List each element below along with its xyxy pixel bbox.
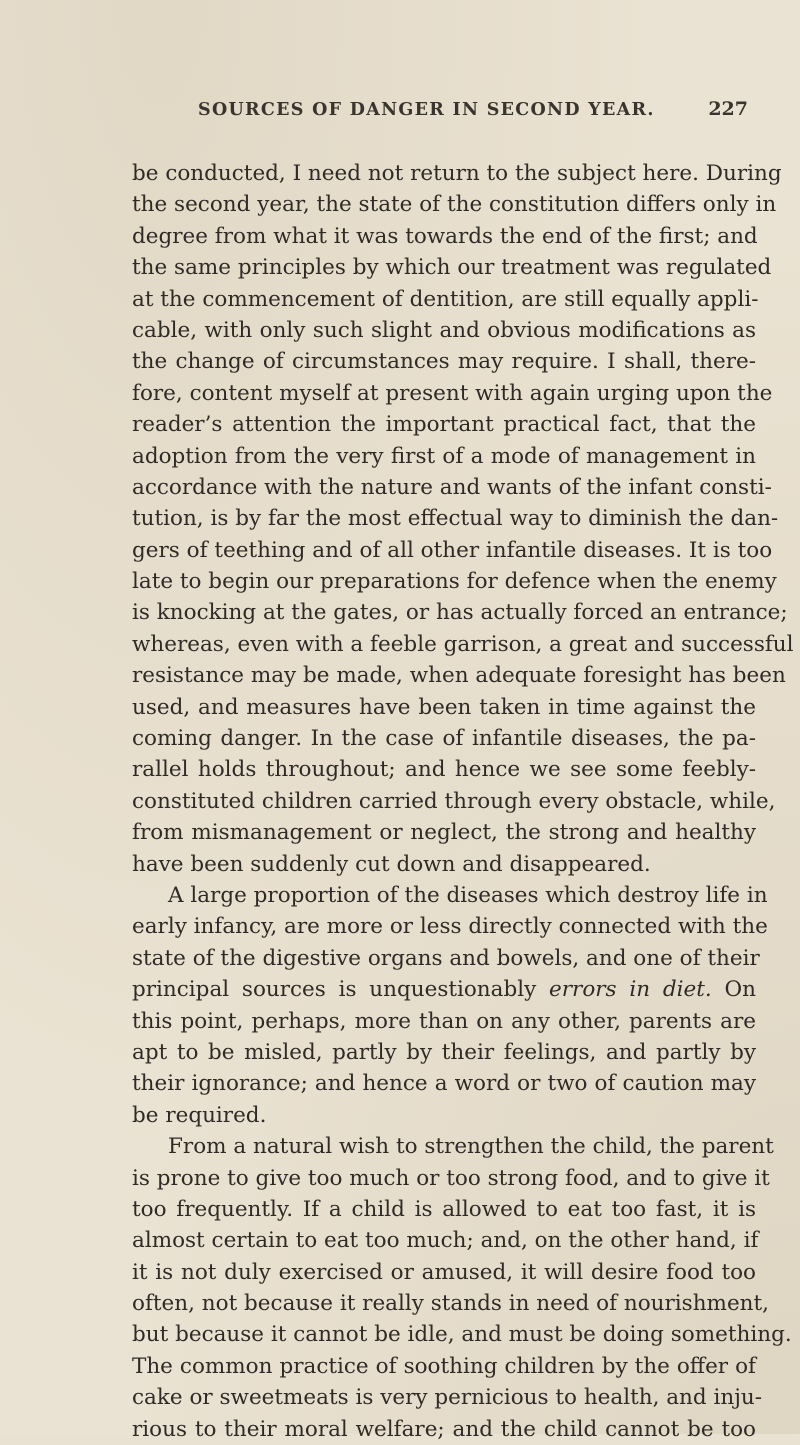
text-line: early infancy, are more or less directly connected with the <box>132 914 768 940</box>
text-line: reader’s attention the important practical fact, that the <box>132 412 756 438</box>
text-line: tution, is by far the most effectual way to diminish the dan- <box>132 506 779 532</box>
text-line: at the commencement of dentition, are still equally appli- <box>132 286 759 312</box>
text-line: state of the digestive organs and bowels, and one of their <box>132 945 760 971</box>
text-line: gers of teething and of all other infantile diseases. It is too <box>132 537 773 563</box>
text-line: degree from what it was towards the end of the first; and <box>132 223 758 249</box>
text-segment: principal sources is unquestionably <box>132 977 537 1003</box>
text-line: have been suddenly cut down and disappeared. <box>132 851 651 877</box>
text-line: is knocking at the gates, or has actually forced an entrance; <box>132 600 788 626</box>
text-line: apt to be misled, partly by their feelings, and partly by <box>132 1039 756 1065</box>
body-text <box>132 158 794 1445</box>
text-line: the change of circumstances may require. I shall, there- <box>132 349 756 375</box>
text-line: fore, content myself at present with again urging upon the <box>132 380 773 406</box>
text-line: their ignorance; and hence a word or two of caution may <box>132 1071 756 1097</box>
text-line: whereas, even with a feeble garrison, a great and successful <box>132 631 794 657</box>
text-line: but because it cannot be idle, and must be doing something. <box>132 1322 792 1348</box>
text-line: cake or sweetmeats is very pernicious to health, and inju- <box>132 1385 762 1411</box>
text-line: be required. <box>132 1102 267 1128</box>
text-line: accordance with the nature and wants of the infant consti- <box>132 474 772 500</box>
text-line: be conducted, I need not return to the subject here. During <box>132 161 782 186</box>
text-line: often, not because it really stands in need of nourishment, <box>132 1291 769 1317</box>
paragraph-start-line: From a natural wish to strengthen the child, the parent <box>168 1134 774 1160</box>
text-line: the second year, the state of the constitution differs only in <box>132 192 777 218</box>
text-line: rious to their moral welfare; and the child cannot be too <box>132 1416 756 1442</box>
text-line: constituted children carried through every obstacle, while, <box>132 788 776 814</box>
text-line: is prone to give too much or too strong food, and to give it <box>132 1165 770 1191</box>
text-line: almost certain to eat too much; and, on the other hand, if <box>132 1228 759 1254</box>
running-head: SOURCES OF DANGER IN SECOND YEAR. <box>198 100 655 120</box>
text-line: The common practice of soothing children by the offer of <box>132 1353 756 1379</box>
italic-phrase: errors in diet. <box>549 977 712 1003</box>
text-line: this point, perhaps, more than on any other, parents are <box>132 1008 756 1034</box>
paragraph-start-line: A large proportion of the diseases which destroy life in <box>168 882 768 908</box>
text-line: late to begin our preparations for defence when the enemy <box>132 569 777 595</box>
text-line: too frequently. If a child is allowed to eat too fast, it is <box>132 1196 756 1222</box>
text-line: cable, with only such slight and obvious modifications as <box>132 317 756 343</box>
text-line: resistance may be made, when adequate foresight has been <box>132 663 786 689</box>
text-line: the same principles by which our treatment was regulated <box>132 255 772 281</box>
text-line: it is not duly exercised or amused, it will desire food too <box>132 1259 756 1285</box>
page-header <box>198 98 748 138</box>
page-number: 227 <box>708 98 748 120</box>
text-line-with-italic <box>132 974 756 1005</box>
text-line: adoption from the very first of a mode of management in <box>132 443 756 469</box>
text-line: from mismanagement or neglect, the strong and healthy <box>132 820 756 846</box>
text-line: coming danger. In the case of infantile diseases, the pa- <box>132 726 756 752</box>
text-segment: On <box>724 977 756 1003</box>
text-line: used, and measures have been taken in time against the <box>132 694 756 720</box>
text-line: rallel holds throughout; and hence we see some feebly- <box>132 757 756 783</box>
